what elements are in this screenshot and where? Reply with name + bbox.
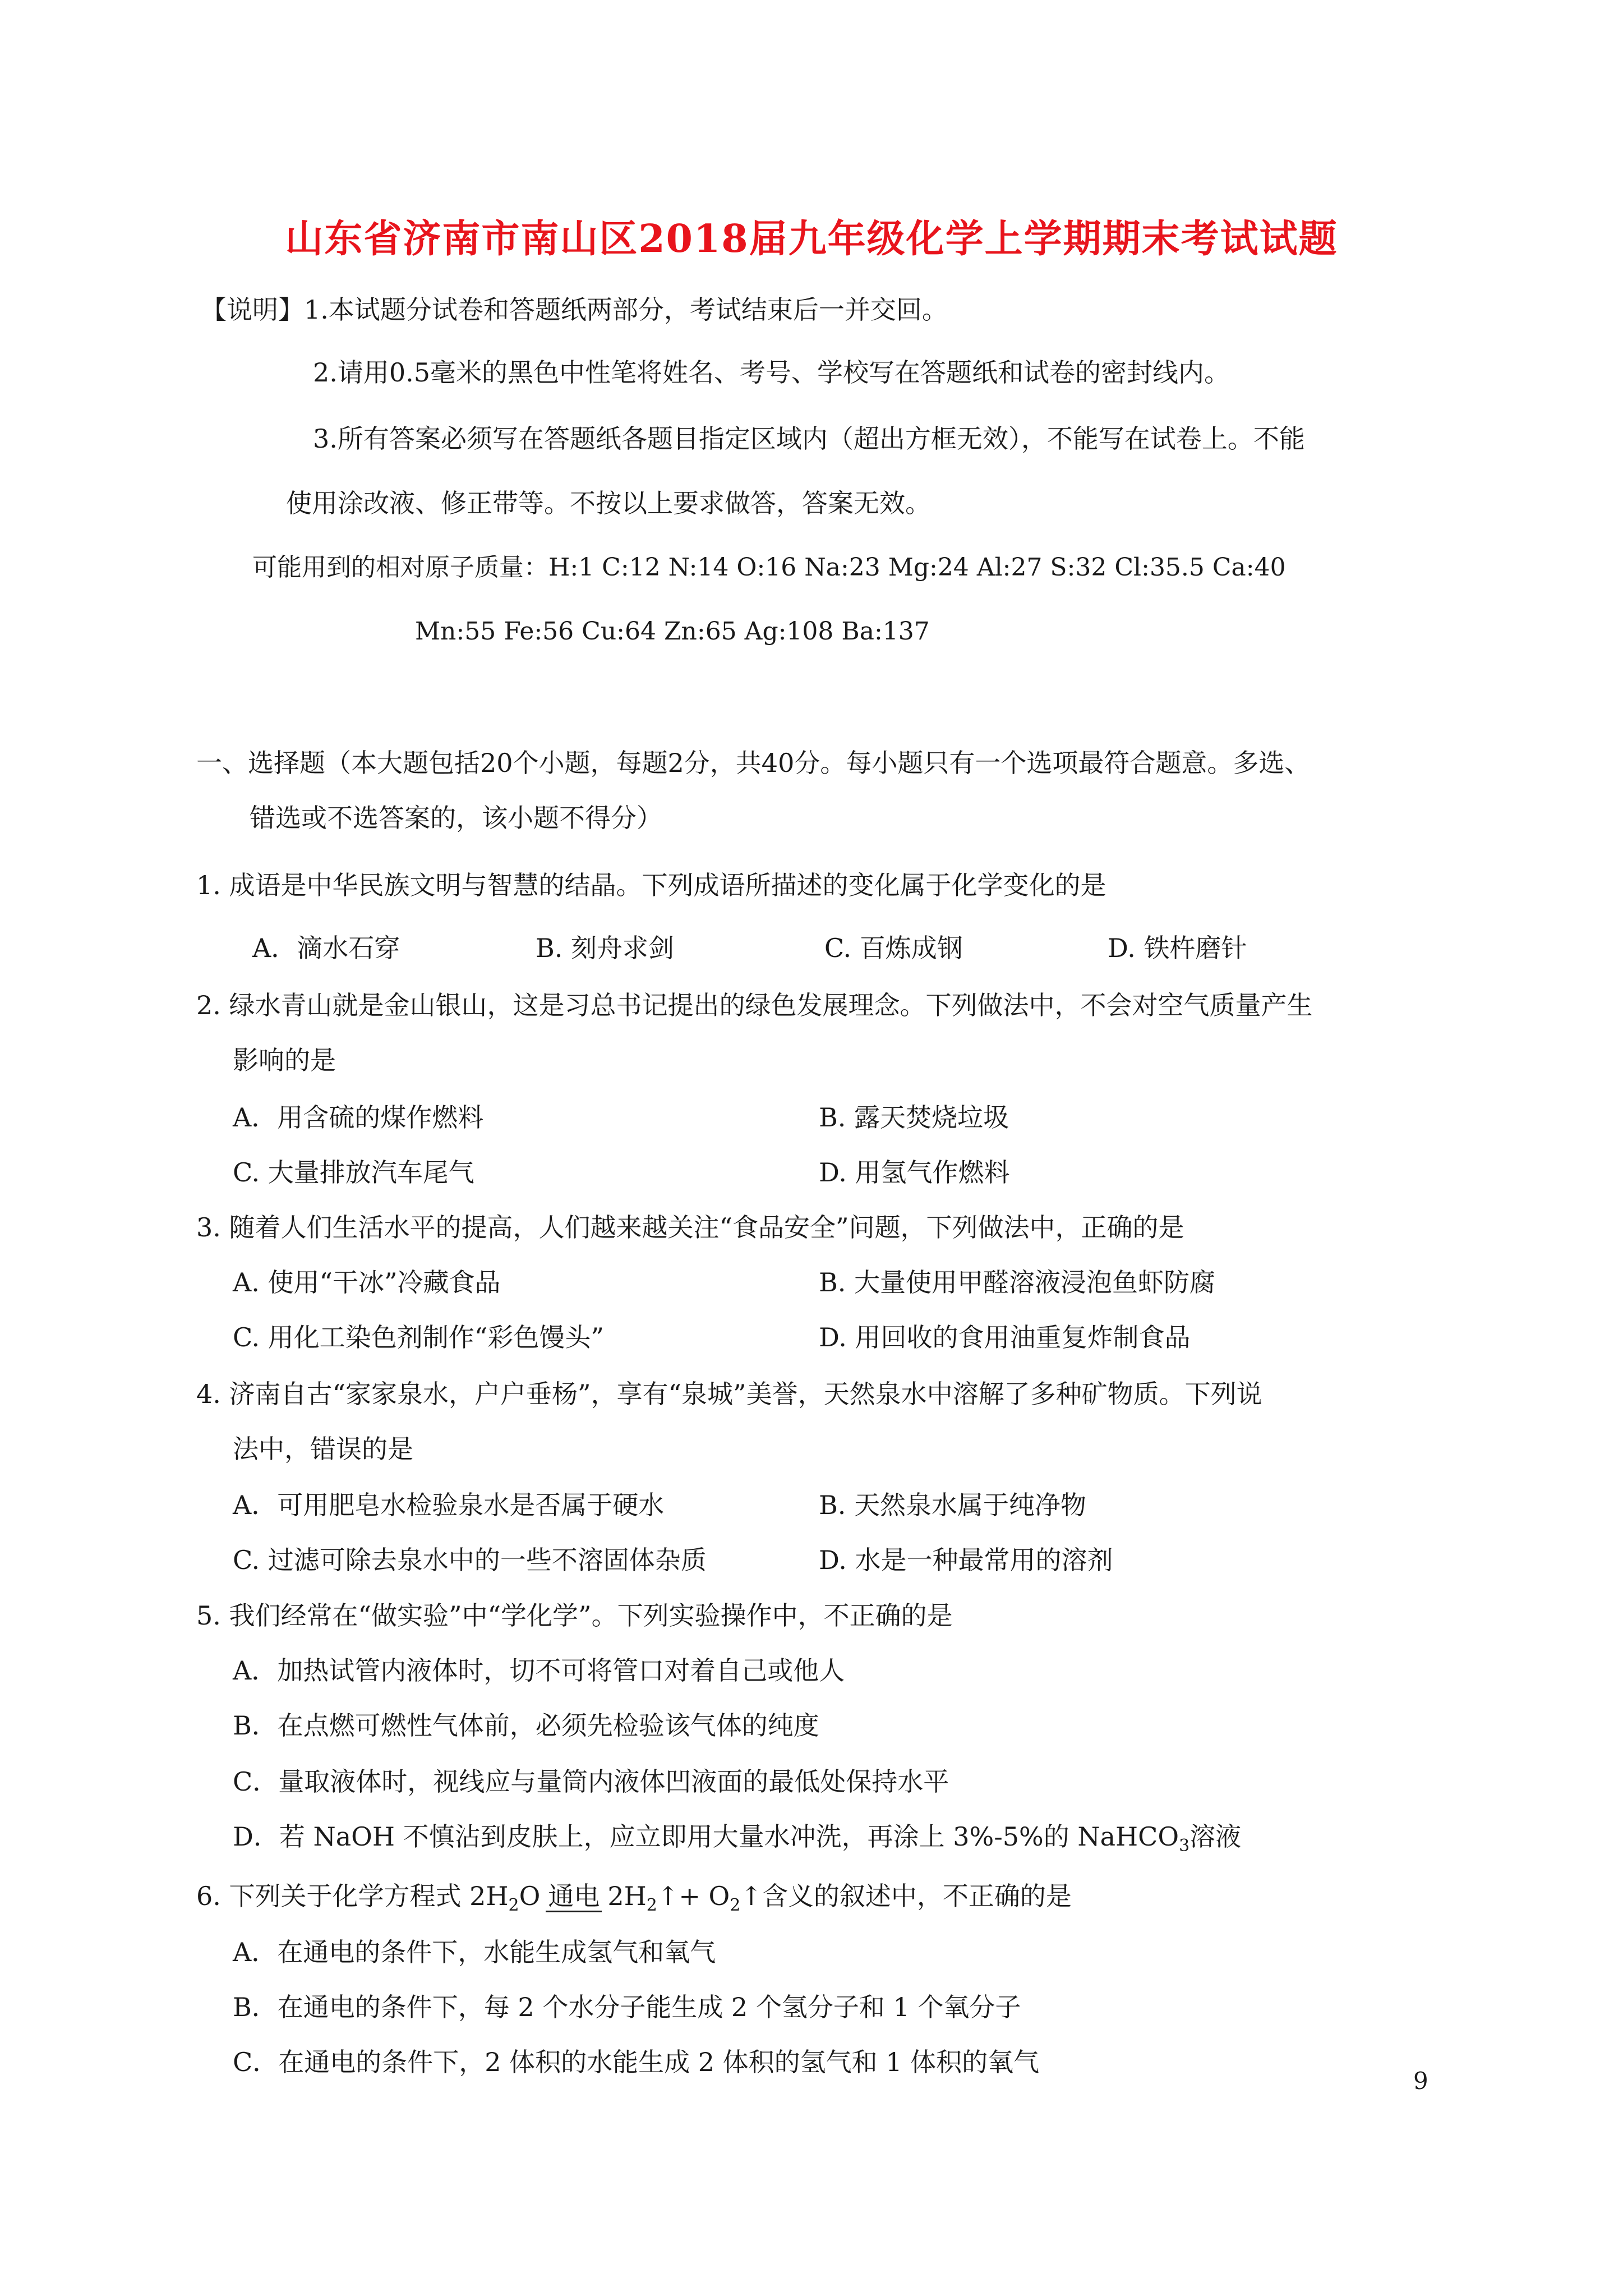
q6-option-a: A．在通电的条件下，水能生成氢气和氧气	[233, 1937, 716, 1967]
q1-option-c: C. 百炼成钢	[824, 933, 963, 963]
question-5-stem: 5. 我们经常在“做实验”中“学化学”。下列实验操作中，不正确的是	[196, 1600, 953, 1631]
q6-option-b: B．在通电的条件下，每 2 个水分子能生成 2 个氢分子和 1 个氧分子	[233, 1992, 1021, 2022]
q6-option-c: C．在通电的条件下，2 体积的水能生成 2 体积的氢气和 1 体积的氧气	[233, 2047, 1040, 2077]
q4-option-d: D. 水是一种最常用的溶剂	[819, 1545, 1113, 1575]
section-heading-line-1: 一、选择题（本大题包括20个小题，每题2分，共40分。每小题只有一个选项最符合题意。多选、	[196, 748, 1311, 778]
q4-option-c: C. 过滤可除去泉水中的一些不溶固体杂质	[233, 1545, 707, 1575]
q5-option-d	[233, 1820, 1241, 1863]
q6-oxygen: O	[519, 1881, 541, 1911]
q6-stem-prefix: 6. 下列关于化学方程式 2H	[196, 1881, 509, 1911]
atomic-mass-line-2: Mn:55 Fe:56 Cu:64 Zn:65 Ag:108 Ba:137	[415, 617, 930, 646]
note-1: 1.本试题分试卷和答题纸两部分，考试结束后一并交回。	[304, 295, 948, 325]
q6-subscript-3: 2	[730, 1895, 741, 1916]
q4-option-b: B. 天然泉水属于纯净物	[819, 1490, 1087, 1520]
q2-option-c: C. 大量排放汽车尾气	[233, 1157, 474, 1188]
q6-subscript-2: 2	[646, 1895, 657, 1916]
atomic-mass-line-1: 可能用到的相对原子质量：H:1 C:12 N:14 O:16 Na:23 Mg:24 Al:27 S:32 Cl:35.5 Ca:40	[252, 553, 1286, 582]
question-2-stem-2: 影响的是	[233, 1045, 336, 1075]
q6-hydrogen: 2H	[607, 1881, 647, 1911]
q6-stem-suffix: ↑含义的叙述中，不正确的是	[740, 1881, 1072, 1911]
q2-option-a: A．用含硫的煤作燃料	[233, 1102, 484, 1133]
q3-option-b: B. 大量使用甲醛溶液浸泡鱼虾防腐	[819, 1267, 1216, 1297]
question-6-stem	[196, 1879, 1072, 1922]
q3-option-c: C. 用化工染色剂制作“彩色馒头”	[233, 1322, 604, 1352]
q2-option-d: D. 用氢气作燃料	[819, 1157, 1010, 1188]
question-3-stem: 3. 随着人们生活水平的提高，人们越来越关注“食品安全”问题，下列做法中，正确的是	[196, 1212, 1184, 1243]
q5-option-a: A．加热试管内液体时，切不可将管口对着自己或他人	[233, 1655, 845, 1686]
question-2-stem-1: 2. 绿水青山就是金山银山，这是习总书记提出的绿色发展理念。下列做法中，不会对空气质量产生	[196, 990, 1313, 1020]
q6-stem-mid: ↑+ O	[657, 1881, 730, 1911]
page-title: 山东省济南市南山区2018届九年级化学上学期期末考试试题	[285, 217, 1338, 261]
q2-option-b: B. 露天焚烧垃圾	[819, 1102, 1009, 1133]
q6-reaction-condition: 通电	[546, 1881, 602, 1912]
q1-option-d: D. 铁杵磨针	[1108, 933, 1247, 963]
q5-option-c: C．量取液体时，视线应与量筒内液体凹液面的最低处保持水平	[233, 1766, 949, 1797]
note-3a: 3.所有答案必须写在答题纸各题目指定区域内（超出方框无效），不能写在试卷上。不能	[313, 424, 1305, 454]
q5-option-b: B．在点燃可燃性气体前，必须先检验该气体的纯度	[233, 1710, 819, 1741]
q1-option-b: B. 刻舟求剑	[536, 933, 675, 963]
notes-label: 【说明】	[201, 295, 304, 325]
q1-option-a: A．滴水石穿	[252, 933, 400, 963]
q3-option-d: D. 用回收的食用油重复炸制食品	[819, 1322, 1191, 1352]
q5-option-d-text: D．若 NaOH 不慎沾到皮肤上，应立即用大量水冲洗，再涂上 3%-5%的 NaHCO	[233, 1821, 1179, 1852]
question-1-stem: 1. 成语是中华民族文明与智慧的结晶。下列成语所描述的变化属于化学变化的是	[196, 870, 1106, 900]
question-4-stem-2: 法中，错误的是	[233, 1434, 413, 1464]
q3-option-a: A. 使用“干冰”冷藏食品	[233, 1267, 501, 1297]
note-3b: 使用涂改液、修正带等。不按以上要求做答，答案无效。	[286, 488, 931, 518]
page-number: 9	[1413, 2067, 1428, 2095]
q4-option-a: A．可用肥皂水检验泉水是否属于硬水	[233, 1490, 665, 1520]
notes-line-1	[201, 293, 948, 326]
q6-subscript-1: 2	[508, 1895, 519, 1916]
q5-option-d-suffix: 溶液	[1189, 1821, 1242, 1852]
section-heading-line-2: 错选或不选答案的，该小题不得分）	[250, 803, 662, 833]
q5-subscript: 3	[1179, 1836, 1190, 1856]
question-4-stem-1: 4. 济南自古“家家泉水，户户垂杨”，享有“泉城”美誉，天然泉水中溶解了多种矿物质。下列说	[196, 1379, 1262, 1409]
note-2: 2.请用0.5毫米的黑色中性笔将姓名、考号、学校写在答题纸和试卷的密封线内。	[313, 357, 1230, 388]
